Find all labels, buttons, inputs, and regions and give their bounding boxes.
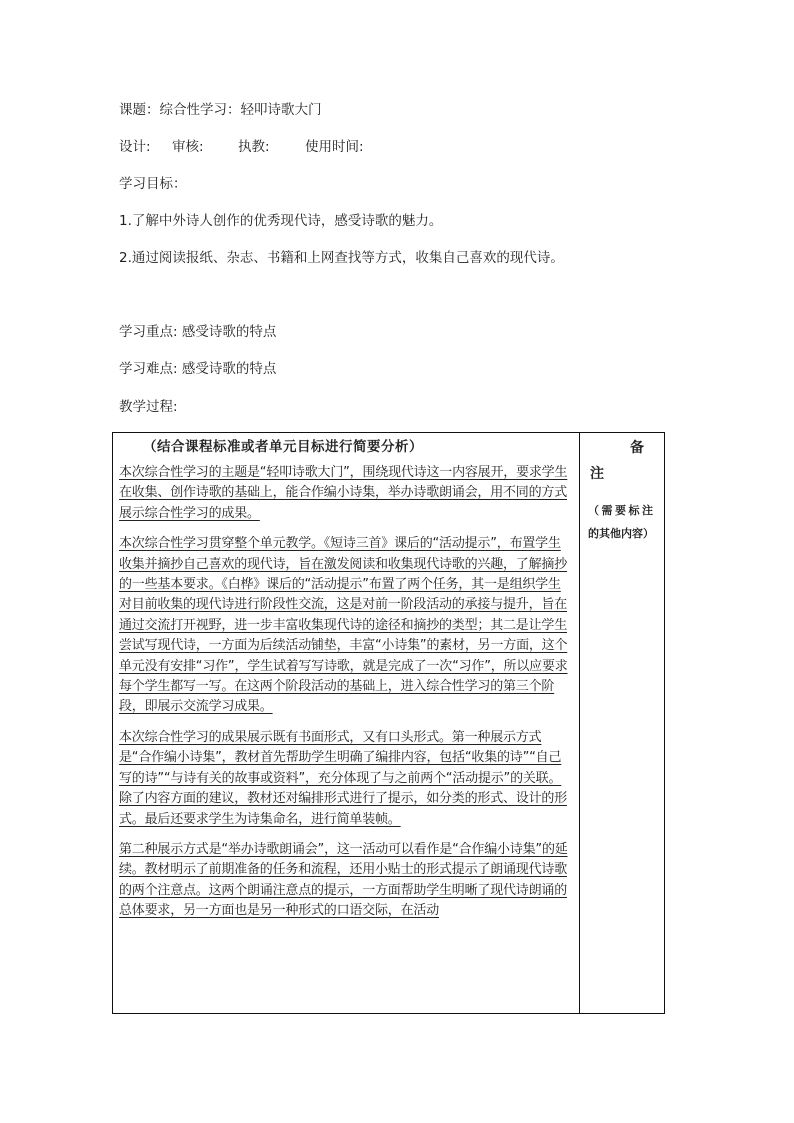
- note-subtitle: [580, 499, 664, 545]
- focus-line: 学习重点: 感受诗歌的特点: [119, 324, 277, 340]
- design-label: 设计:: [119, 139, 151, 155]
- analysis-table: [112, 432, 665, 1014]
- note-title: [580, 437, 664, 485]
- note-subtitle-line-1: （需要标注: [588, 504, 656, 517]
- process-label: 教学过程:: [119, 399, 178, 415]
- meta-row: [119, 138, 364, 156]
- analysis-cell: [113, 433, 580, 1014]
- analysis-paragraph: 本次综合性学习的成果展示既有书面形式，又有口头形式。第一种展示方式是“合作编小诗集”，教材首先帮助学生明确了编排内容，包括“收集的诗”“自己写的诗”“与诗有关的故事或资料”，充分体现了与之前两个“活动提示”的关联。除了内容方面的建议，教材还对编排形式进行了提示，如分类的形式、设计的形式。最后还要求学生为诗集命名，进行简单装帧。: [119, 729, 568, 827]
- review-label: 审核:: [172, 139, 204, 155]
- analysis-heading: （结合课程标准或者单元目标进行简要分析）: [143, 439, 423, 455]
- note-cell: [580, 433, 665, 1014]
- analysis-paragraph: 第二种展示方式是“举办诗歌朗诵会”，这一活动可以看作是“合作编小诗集”的延续。教材明示了前期准备的任务和流程，还用小贴士的形式提示了朗诵现代诗歌的两个注意点。这两个朗诵注意点的提示，一方面帮助学生明晰了现代诗朗诵的总体要求，另一方面也是另一种形式的口语交际，在活动: [119, 841, 568, 919]
- note-title-char-1: 备: [630, 440, 644, 456]
- goal-2: 2.通过阅读报纸、杂志、书籍和上网查找等方式，收集自己喜欢的现代诗。: [119, 250, 564, 266]
- teach-label: 执教:: [238, 139, 270, 155]
- note-subtitle-line-2: 的其他内容）: [588, 527, 654, 540]
- goals-label: 学习目标：: [119, 176, 187, 192]
- note-title-char-2: 注: [590, 466, 604, 482]
- difficulty-line: 学习难点: 感受诗歌的特点: [119, 361, 277, 377]
- lesson-topic: 课题：综合性学习：轻叩诗歌大门: [119, 102, 322, 118]
- analysis-paragraph: 本次综合性学习贯穿整个单元教学。《短诗三首》课后的“活动提示”，布置学生收集并摘抄自己喜欢的现代诗，旨在激发阅读和收集现代诗歌的兴趣，了解摘抄的一些基本要求。《白桦》课后的“活动提示”布置了两个任务，其一是组织学生对目前收集的现代诗进行阶段性交流，这是对前一阶段活动的承接与提升，旨在通过交流打开视野，进一步丰富收集现代诗的途径和摘抄的类型；其二是让学生尝试写现代诗，一方面为后续活动铺垫，丰富“小诗集”的素材，另一方面，这个单元没有安排“习作”，学生试着写写诗歌，就是完成了一次“习作”，所以应要求每个学生都写一写。在这两个阶段活动的基础上，进入综合性学习的第三个阶段，即展示交流学习成果。: [119, 536, 568, 715]
- analysis-paragraph: 本次综合性学习的主题是“轻叩诗歌大门”，围绕现代诗这一内容展开，要求学生在收集、创作诗歌的基础上，能合作编小诗集，举办诗歌朗诵会，用不同的方式展示综合性学习的成果。: [119, 465, 568, 521]
- goal-1: 1.了解中外诗人创作的优秀现代诗，感受诗歌的魅力。: [119, 213, 443, 229]
- time-label: 使用时间:: [305, 139, 364, 155]
